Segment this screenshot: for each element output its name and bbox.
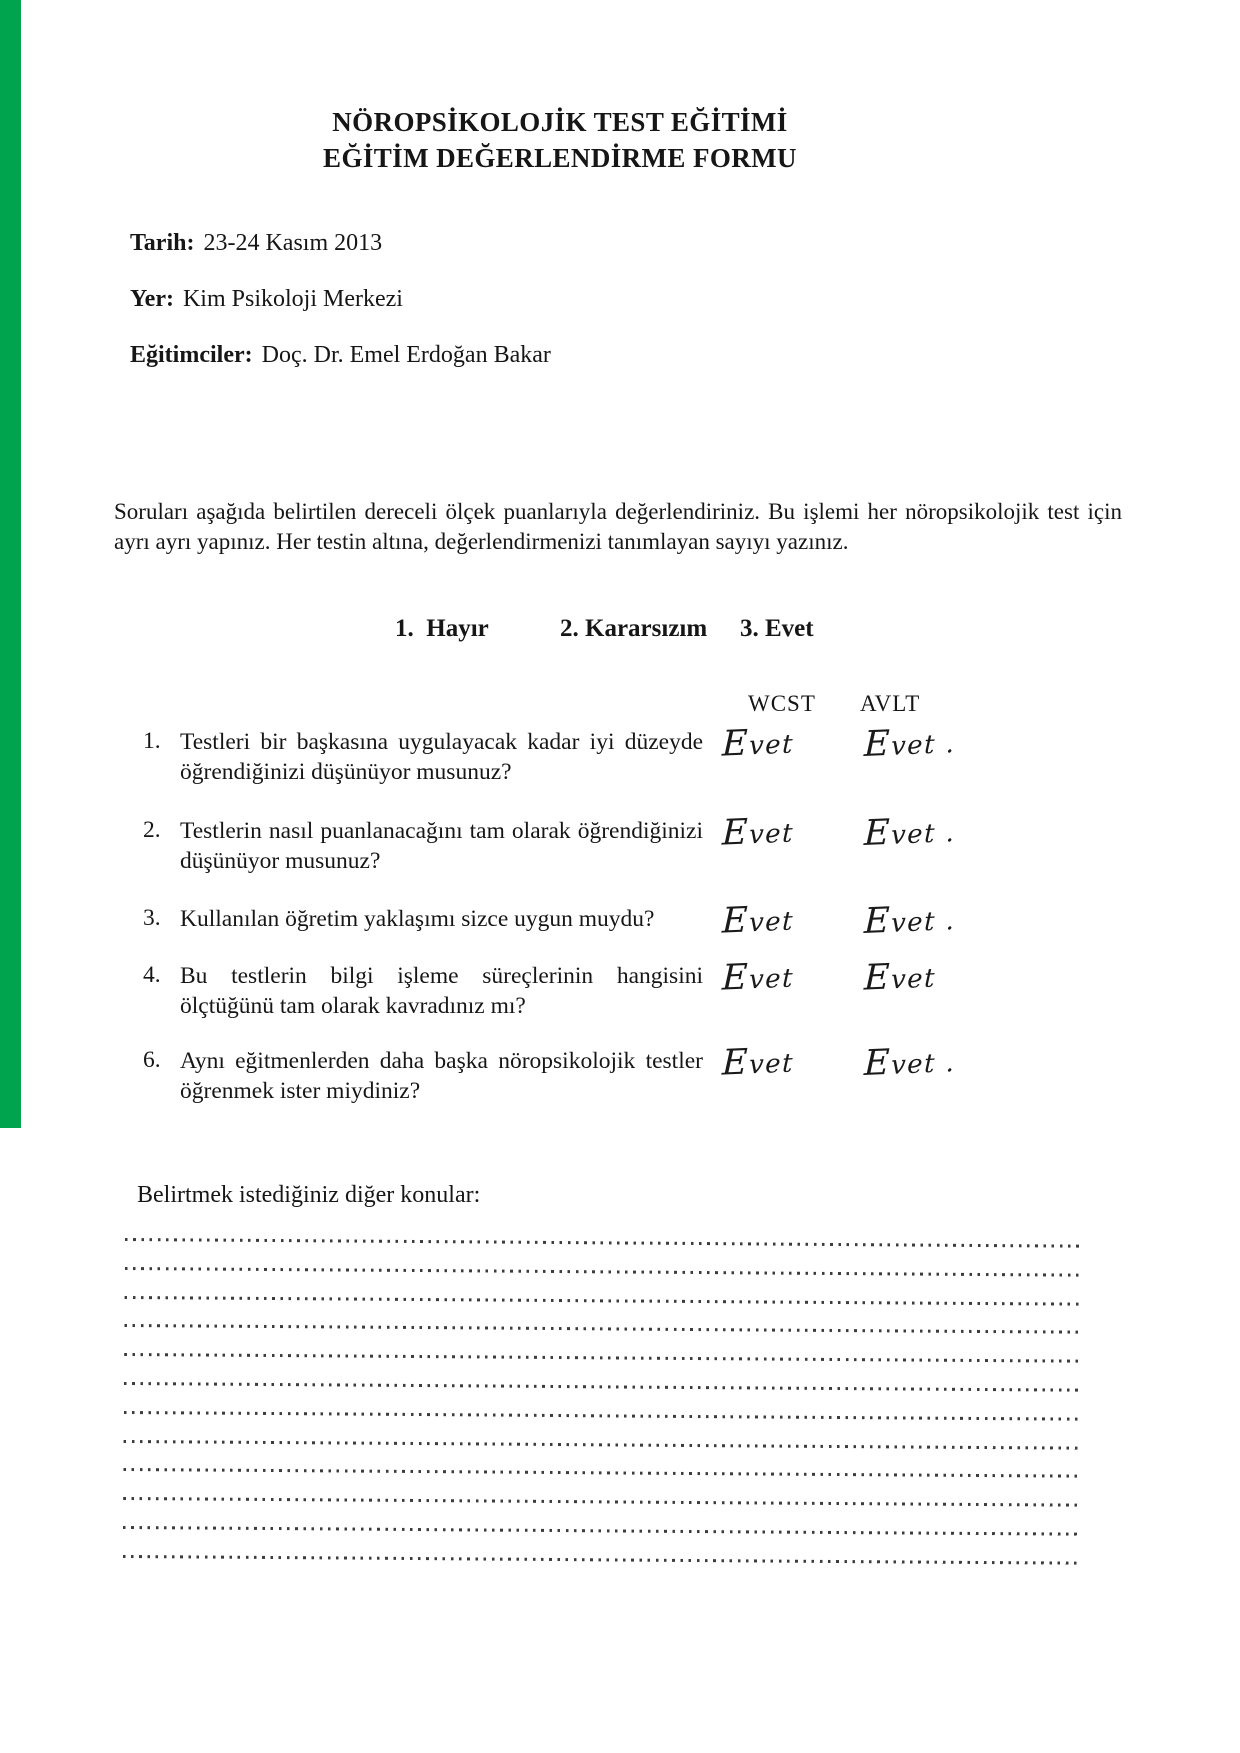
left-green-scan-stripe xyxy=(0,0,21,1128)
question-row-4 xyxy=(143,956,1103,1021)
handwritten-answer-wcst: Evet xyxy=(721,899,795,942)
question-text: Testleri bir başkasına uygulayacak kadar iyi düzeyde öğrendiğinizi düşünüyor musunuz? xyxy=(180,729,703,785)
column-header-avlt: AVLT xyxy=(860,691,921,716)
question-row-3 xyxy=(143,899,1103,943)
dotted-answer-line xyxy=(125,1296,1081,1306)
question-row-2 xyxy=(143,811,1103,876)
dotted-answer-line xyxy=(123,1468,1079,1478)
question-number: 2. xyxy=(143,817,161,843)
question-text: Kullanılan öğretim yaklaşımı sizce uygun muydu? xyxy=(180,906,655,932)
handwritten-answer-avlt: Evet . xyxy=(863,1041,956,1085)
scale-option-hayir: 1. Hayır xyxy=(395,615,489,642)
scale-option-kararsizim: 2. Kararsızım xyxy=(560,615,708,642)
date-label: Tarih: xyxy=(130,230,195,256)
dotted-answer-line xyxy=(123,1497,1079,1507)
handwritten-answer-wcst: Evet xyxy=(721,1041,795,1084)
handwritten-answer-wcst: Evet xyxy=(721,811,795,854)
question-number: 1. xyxy=(143,728,161,754)
instructions-paragraph: Soruları aşağıda belirtilen dereceli ölçek puanlarıyla değerlendiriniz. Bu işlemi her nöropsikolojik test için ayrı ayrı yapınız. Her testin altına, değerlendirmenizi tanımlayan sayıyı yazınız. xyxy=(114,499,1122,554)
scale-option-evet: 3. Evet xyxy=(740,615,814,642)
handwritten-answer-wcst: Evet xyxy=(721,956,795,999)
question-row-1 xyxy=(143,722,1103,787)
dotted-answer-line xyxy=(124,1382,1080,1392)
question-number: 4. xyxy=(143,962,161,988)
place-value: Kim Psikoloji Merkezi xyxy=(182,286,403,312)
question-row-6 xyxy=(143,1041,1103,1106)
dotted-answer-line xyxy=(125,1238,1081,1248)
column-header-wcst: WCST xyxy=(748,691,816,716)
handwritten-answer-avlt: Evet . xyxy=(863,811,956,855)
form-title-line1: NÖROPSİKOLOJİK TEST EĞİTİMİ xyxy=(332,107,788,137)
question-number: 6. xyxy=(143,1047,161,1073)
dotted-lines xyxy=(123,1238,1081,1590)
date-line xyxy=(130,230,382,257)
trainers-line xyxy=(130,342,551,369)
dotted-answer-line xyxy=(123,1555,1079,1565)
dotted-answer-line xyxy=(123,1526,1079,1536)
handwritten-answer-avlt: Evet . xyxy=(863,899,956,943)
trainers-value: Doç. Dr. Emel Erdoğan Bakar xyxy=(261,342,551,368)
dotted-answer-line xyxy=(124,1353,1080,1363)
question-text: Testlerin nasıl puanlanacağını tam olarak öğrendiğinizi düşünüyor musunuz? xyxy=(180,818,703,874)
handwritten-answer-avlt: Evet . xyxy=(863,722,956,766)
dotted-answer-line xyxy=(125,1267,1081,1277)
handwritten-answer-avlt: Evet xyxy=(863,956,937,999)
place-line xyxy=(130,286,403,313)
dotted-answer-line xyxy=(124,1324,1080,1334)
form-title-line2: EĞİTİM DEĞERLENDİRME FORMU xyxy=(323,143,797,173)
question-number: 3. xyxy=(143,905,161,931)
dotted-answer-line xyxy=(124,1411,1080,1421)
handwritten-answer-wcst: Evet xyxy=(721,722,795,765)
place-label: Yer: xyxy=(130,286,174,312)
question-text: Aynı eğitmenlerden daha başka nöropsikolojik testler öğrenmek ister miydiniz? xyxy=(180,1048,703,1104)
other-topics-label: Belirtmek istediğiniz diğer konular: xyxy=(137,1182,481,1208)
dotted-answer-line xyxy=(124,1440,1080,1450)
trainers-label: Eğitimciler: xyxy=(130,342,253,368)
form-title xyxy=(60,104,1060,176)
date-value: 23-24 Kasım 2013 xyxy=(203,230,383,256)
question-text: Bu testlerin bilgi işleme süreçlerinin hangisini ölçtüğünü tam olarak kavradınız mı? xyxy=(180,963,703,1019)
